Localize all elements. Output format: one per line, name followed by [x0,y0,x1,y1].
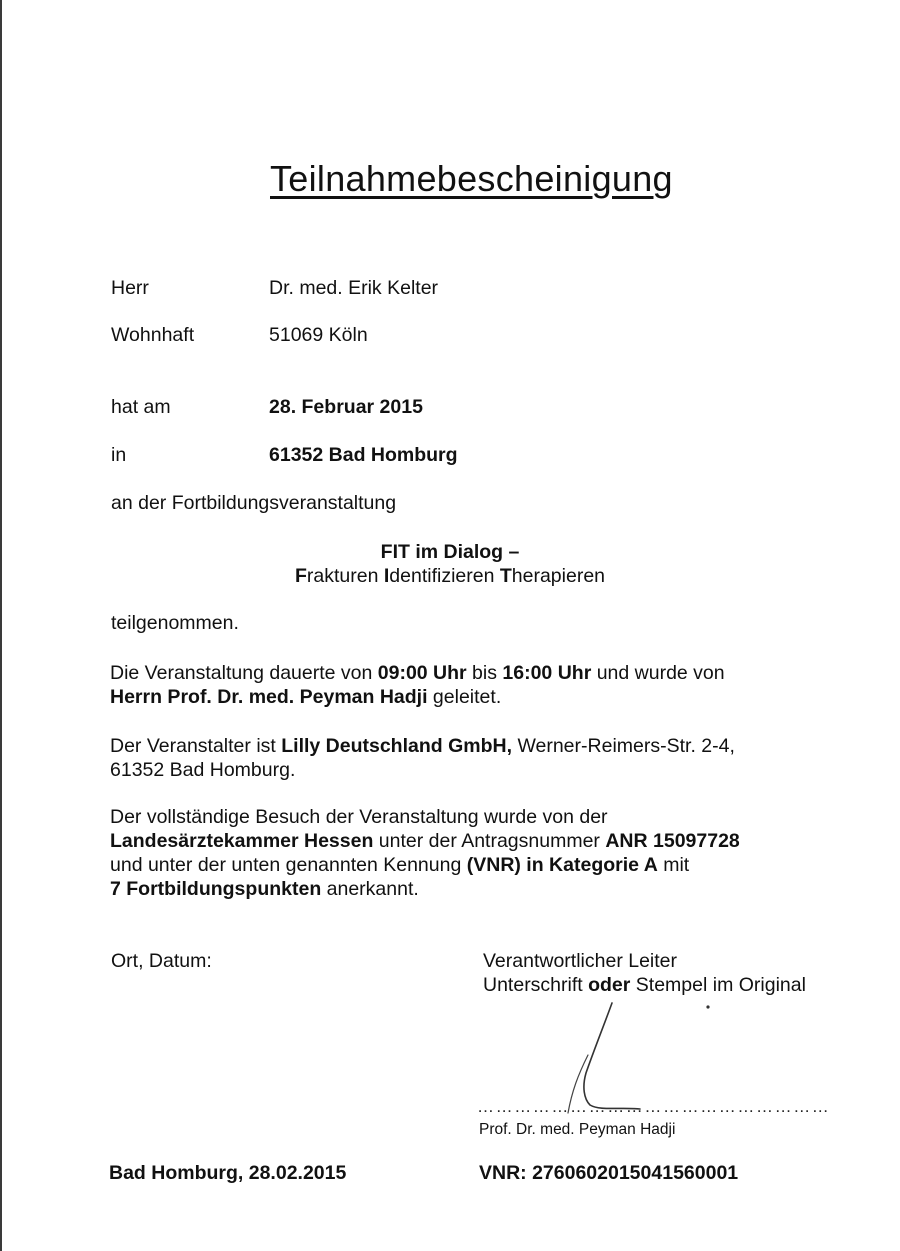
event-location: 61352 Bad Homburg [269,444,458,466]
subtitle-initial-f: F [294,565,307,587]
accreditation-text-e: anerkannt. [321,878,419,900]
signature-instruction-a: Unterschrift [483,974,589,996]
document-title: Teilnahmebescheinigung [270,158,673,199]
organizer-name: Lilly Deutschland GmbH, [281,735,513,757]
signature-line: ………………………………………………… [477,1097,831,1116]
subtitle-word-2: dentifizieren [389,565,500,587]
duration-text-a: Die Veranstaltung dauerte von [110,662,378,684]
application-number: ANR 15097728 [605,830,740,852]
event-leader: Herrn Prof. Dr. med. Peyman Hadji [110,686,428,708]
subtitle-initial-i: I [383,565,390,587]
participated-text: teilgenommen. [111,612,239,634]
accreditation-line-3 [110,853,740,877]
vnr-category: (VNR) in Kategorie A [466,854,658,876]
subtitle-word-3: herapieren [511,565,606,587]
subtitle-initial-t: T [499,565,512,587]
residence-label: Wohnhaft [111,324,195,346]
duration-text-b: bis [466,662,503,684]
duration-paragraph [110,661,725,709]
participant-name: Dr. med. Erik Kelter [269,277,439,299]
organizer-city: 61352 Bad Homburg. [110,759,296,781]
end-time: 16:00 Uhr [502,662,592,684]
signature-instruction-c: Stempel im Original [630,974,806,996]
event-date: 28. Februar 2015 [269,396,423,418]
responsible-leader-label: Verantwortlicher Leiter [483,950,678,972]
accreditation-line-2 [110,829,740,853]
accreditation-paragraph [110,805,740,901]
place-date-value: Bad Homburg, 28.02.2015 [109,1162,347,1184]
medical-chamber: Landesärztekammer Hessen [110,830,374,852]
place-date-label: Ort, Datum: [111,950,212,972]
accreditation-line-4 [110,877,740,901]
duration-text-d: geleitet. [427,686,502,708]
duration-line-1 [110,661,725,685]
scan-edge [0,0,2,1251]
cme-points: 7 Fortbildungspunkten [110,878,322,900]
residence-value: 51069 Köln [269,324,368,346]
accreditation-line-1: Der vollständige Besuch der Veranstaltung wurde von der [110,806,608,828]
event-name: FIT im Dialog – [380,541,520,563]
duration-line-2 [110,685,725,709]
duration-text-c: und wurde von [591,662,725,684]
organizer-text-a: Der Veranstalter ist [110,735,282,757]
organizer-street: Werner-Reimers-Str. 2-4, [512,735,735,757]
event-intro: an der Fortbildungsveranstaltung [111,492,397,514]
signer-name: Prof. Dr. med. Peyman Hadji [479,1121,676,1138]
accreditation-text-d: mit [657,854,690,876]
organizer-paragraph [110,734,735,782]
organizer-line-1 [110,734,735,758]
event-subtitle [0,564,900,588]
accreditation-text-c: und unter der unten genannten Kennung [110,854,467,876]
location-label: in [111,444,127,466]
signature-instruction-or: oder [588,974,631,996]
date-label: hat am [111,396,171,418]
signature-instruction [483,973,806,997]
start-time: 09:00 Uhr [377,662,467,684]
salutation-label: Herr [111,277,149,299]
vnr-number: VNR: 2760602015041560001 [479,1162,739,1184]
accreditation-text-b: unter der Antragsnummer [373,830,606,852]
subtitle-word-1: rakturen [306,565,384,587]
